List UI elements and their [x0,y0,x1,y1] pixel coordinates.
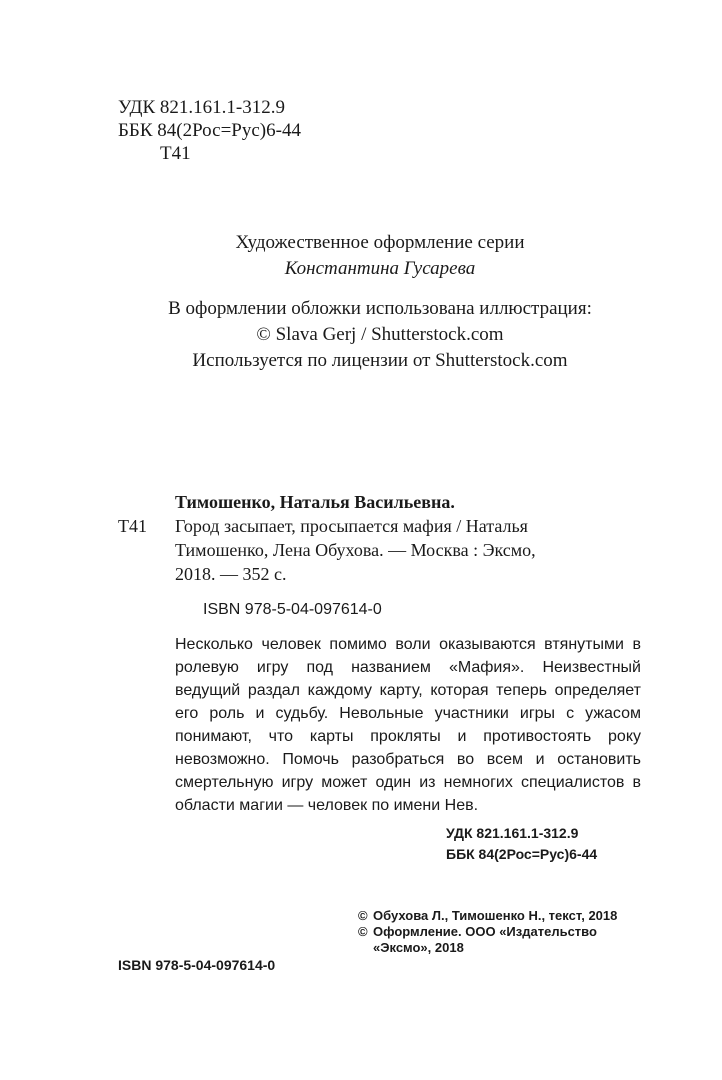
copyright-block [358,908,658,956]
copyright-symbol: © [358,924,368,939]
isbn-bottom: ISBN 978-5-04-097614-0 [118,957,276,973]
copyright-text [358,908,658,924]
book-annotation: Несколько человек помимо воли оказываются втянутыми в ролевую игру под названием «Мафия». Неизвестный ведущий раздал каждому карту, которая теперь определяет его роль и судьбу. Невольные участники игры с ужасом понимают, что карты прокляты и противостоять року невозможно. Помочь разобраться во всем и остановить смертельную игру может один из немногих специалистов в области магии — человек по имени Нев. [175,636,641,814]
author-sign: Т41 [160,143,191,164]
copyright-symbol: © [358,908,368,923]
cover-credit-line-1: В оформлении обложки использована иллюстрация: [168,298,592,319]
bibliographic-title [175,514,645,586]
bbk-code: ББК 84(2Рос=Рус)6-44 [118,120,301,141]
udk-code: УДК 821.161.1-312.9 [118,97,285,118]
copyright-design [358,924,658,956]
series-designer-name: Константина Гусарева [284,258,476,279]
series-credit-label: Художественное оформление серии [235,232,525,253]
copyright-design-line: Оформление. ООО «Издательство «Эксмо», 2018 [373,924,597,955]
isbn-record: ISBN 978-5-04-097614-0 [203,601,382,618]
bibliographic-code: Т41 [118,516,147,536]
cover-credit-line-3: Используется по лицензии от Shutterstock.com [192,350,568,371]
bottom-classification-codes [446,823,597,865]
copyright-text-line: Обухова Л., Тимошенко Н., текст, 2018 [373,908,618,923]
title-line-2: Тимошенко, Лена Обухова. — Москва : Эксмо, [175,540,536,560]
cover-illustration-credit [0,296,722,374]
udk-code-bottom: УДК 821.161.1-312.9 [446,825,579,841]
bibliographic-author: Тимошенко, Наталья Васильевна. [175,492,455,512]
cover-credit-line-2: © Slava Gerj / Shutterstock.com [256,324,504,345]
top-classification-codes [118,96,301,165]
bbk-code-bottom: ББК 84(2Рос=Рус)6-44 [446,846,598,862]
series-design-credit [0,230,722,282]
title-line-3: 2018. — 352 с. [175,564,287,584]
title-line-1: Город засыпает, просыпается мафия / Наталья [175,516,528,536]
